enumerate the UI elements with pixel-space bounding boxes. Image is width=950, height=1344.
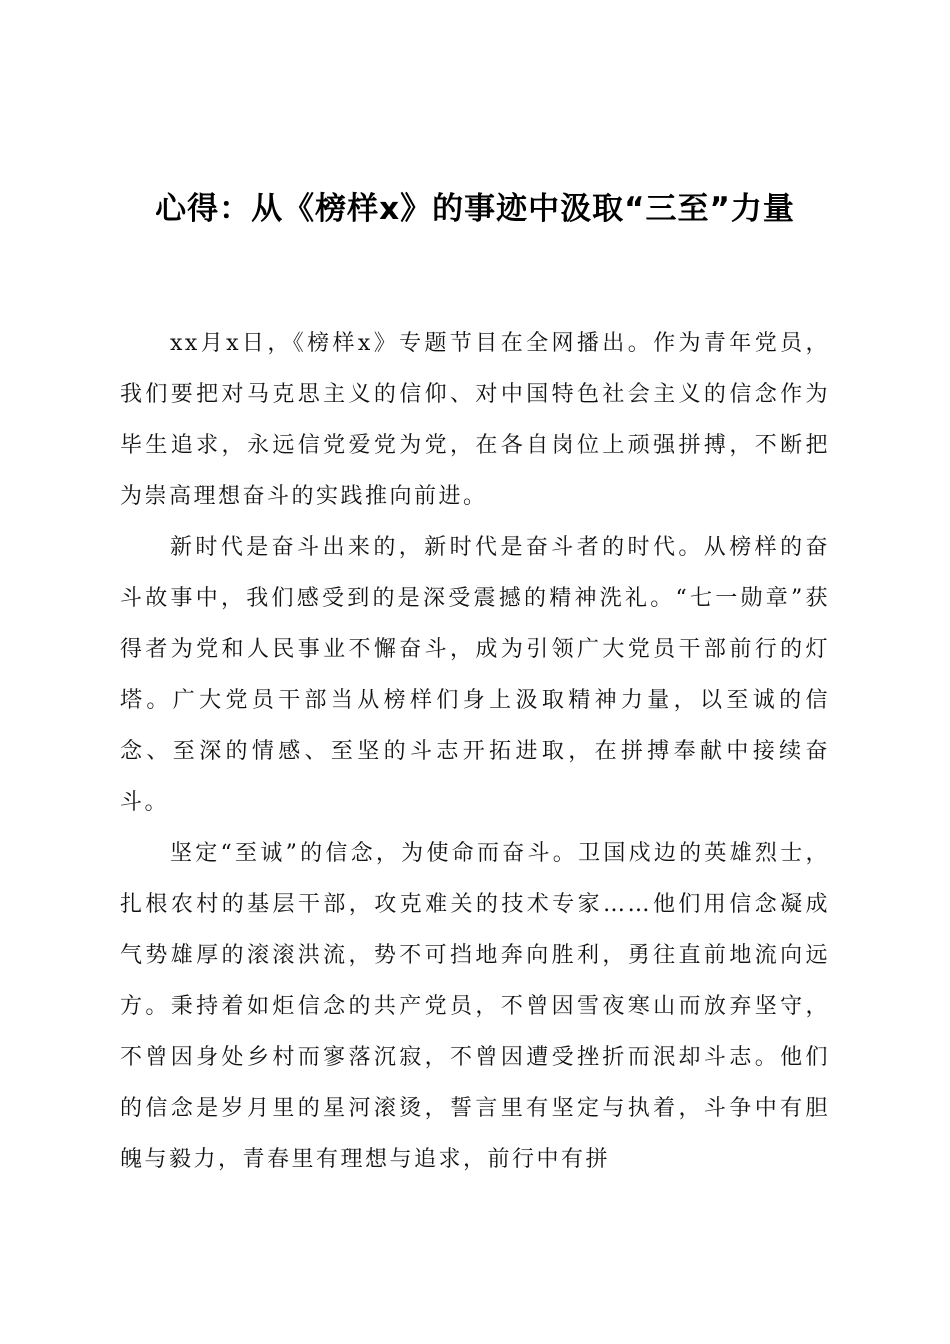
paragraph-3: 坚定“至诚”的信念，为使命而奋斗。卫国戍边的英雄烈士，扎根农村的基层干部，攻克难关的技术专家……他们用信念凝成气势雄厚的滚滚洪流，势不可挡地奔向胜利，勇往直前地流向远方。秉持着如炬信念的共产党员，不曾因雪夜寒山而放弃坚守，不曾因身处乡村而寥落沉寂，不曾因遭受挫折而泯却斗志。他们的信念是岁月里的星河滚烫，誓言里有坚定与执着，斗争中有胆魄与毅力，青春里有理想与追求，前行中有拼 — [120, 841, 830, 1172]
document-body — [120, 318, 830, 1185]
paragraph-1: xx月x日，《榜样x》专题节目在全网播出。作为青年党员，我们要把对马克思主义的信仰、对中国特色社会主义的信念作为毕生追求，永远信党爱党为党，在各自岗位上顽强拼搏，不断把为崇高理想奋斗的实践推向前进。 — [120, 331, 830, 509]
document-title: 心得：从《榜样x》的事迹中汲取“三至”力量 — [155, 191, 795, 227]
paragraph-2: 新时代是奋斗出来的，新时代是奋斗者的时代。从榜样的奋斗故事中，我们感受到的是深受震撼的精神洗礼。“七一勋章”获得者为党和人民事业不懈奋斗，成为引领广大党员干部前行的灯塔。广大党员干部当从榜样们身上汲取精神力量，以至诚的信念、至深的情感、至坚的斗志开拓进取，在拼搏奉献中接续奋斗。 — [120, 535, 830, 815]
